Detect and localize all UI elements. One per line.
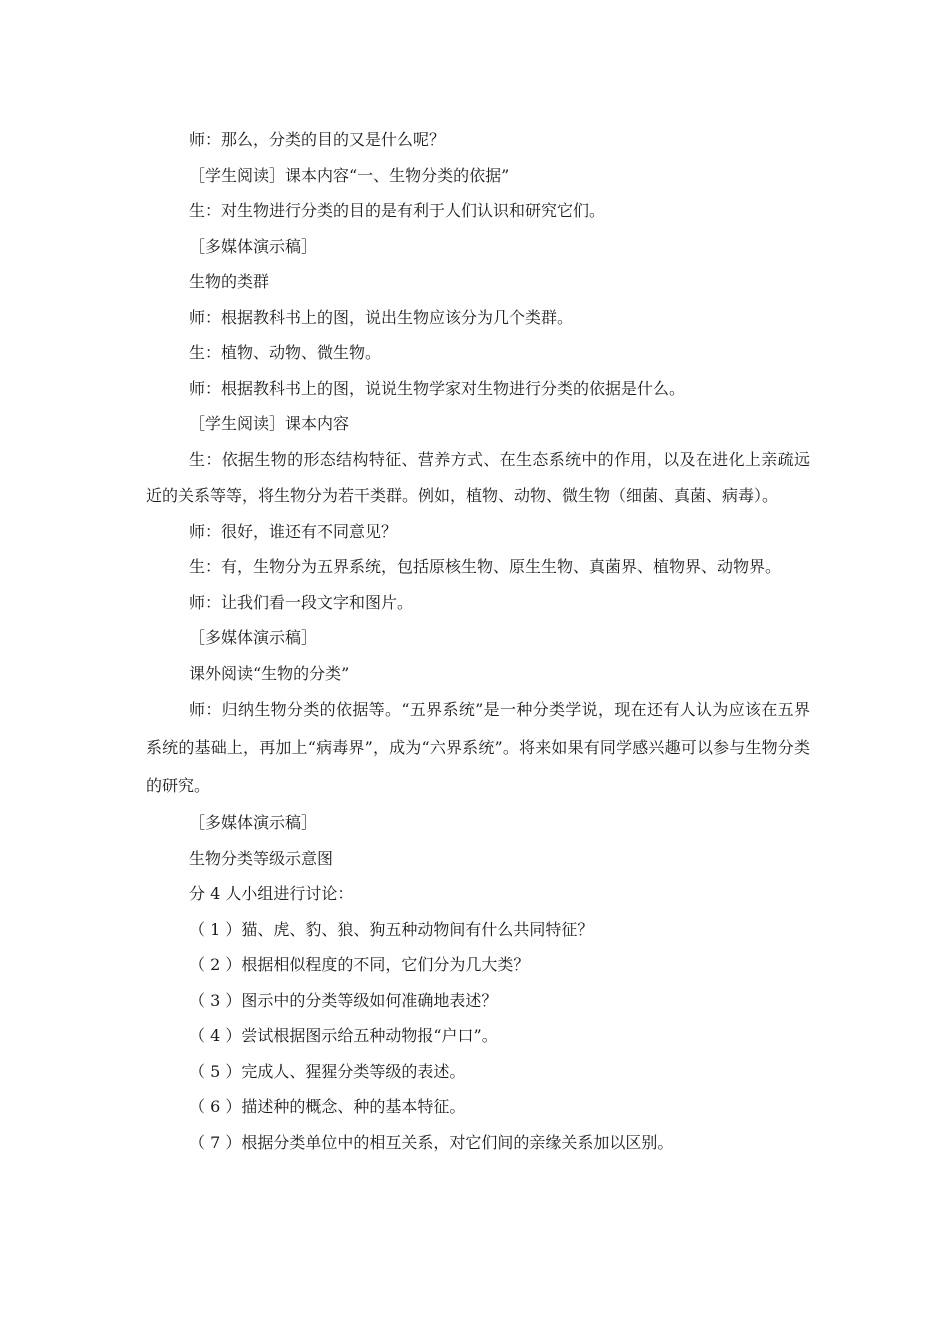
paragraph-18: 生物分类等级示意图	[189, 848, 334, 868]
list-item-1: （ 1 ）猫、虎、豹、狼、狗五种动物间有什么共同特征？	[189, 919, 594, 939]
paragraph-6: 师：根据教科书上的图，说出生物应该分为几个类群。	[189, 307, 574, 327]
paragraph-7: 生：植物、动物、微生物。	[189, 343, 382, 362]
list-item-5: （ 5 ）完成人、猩猩分类等级的表述。	[189, 1061, 466, 1081]
paragraph-19: 分 4 人小组进行讨论：	[189, 884, 354, 903]
paragraph-10: 生：依据生物的形态结构特征、营养方式、在生态系统中的作用，以及在进化上亲疏远近的关系等等，将生物分为若干类群。例如，植物、动物、微生物（细菌、真菌、病毒）。	[146, 449, 810, 505]
paragraph-12: 生：有，生物分为五界系统，包括原核生物、原生生物、真菌界、植物界、动物界。	[189, 557, 782, 576]
paragraph-4: ［多媒体演示稿］	[189, 236, 318, 256]
paragraph-5: 生物的类群	[189, 272, 270, 291]
paragraph-13: 师：让我们看一段文字和图片。	[189, 592, 414, 612]
document-body	[146, 122, 810, 1160]
paragraph-8: 师：根据教科书上的图，说说生物学家对生物进行分类的依据是什么。	[189, 378, 686, 398]
list-item-3: （ 3 ）图示中的分类等级如何准确地表述？	[189, 990, 498, 1010]
paragraph-1: 师：那么，分类的目的又是什么呢？	[189, 130, 446, 149]
list-item-4: （ 4 ）尝试根据图示给五种动物报“户口”。	[189, 1026, 498, 1045]
list-item-7: （ 7 ）根据分类单位中的相互关系，对它们间的亲缘关系加以区别。	[189, 1132, 674, 1152]
paragraph-3: 生：对生物进行分类的目的是有利于人们认识和研究它们。	[189, 201, 606, 220]
paragraph-14: ［多媒体演示稿］	[189, 628, 318, 647]
paragraph-17: ［多媒体演示稿］	[189, 813, 318, 832]
paragraph-9: ［学生阅读］课本内容	[189, 414, 350, 433]
list-item-6: （ 6 ）描述种的概念、种的基本特征。	[189, 1097, 466, 1116]
paragraph-16: 师：归纳生物分类的依据等。“五界系统”是一种分类学说，现在还有人认为应该在五界系统的基础上，再加上“病毒界”，成为“六界系统”。将来如果有同学感兴趣可以参与生物分类的研究。	[146, 700, 810, 795]
list-item-2: （ 2 ）根据相似程度的不同，它们分为几大类？	[189, 955, 530, 974]
paragraph-11: 师：很好，谁还有不同意见？	[189, 521, 398, 541]
paragraph-15: 课外阅读“生物的分类”	[189, 663, 350, 683]
paragraph-2: ［学生阅读］课本内容“一、生物分类的依据”	[189, 165, 510, 185]
